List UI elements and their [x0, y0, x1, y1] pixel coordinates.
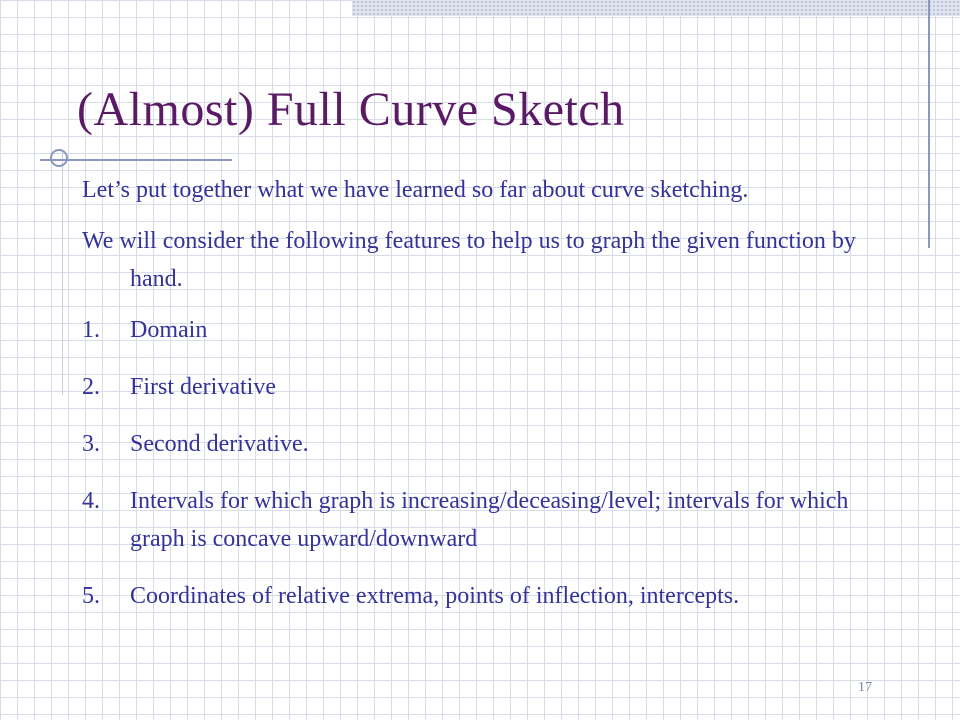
- list-item-number: 2.: [82, 374, 100, 400]
- list-item-text: Coordinates of relative extrema, points of inflection, intercepts.: [130, 583, 740, 609]
- slide-body: [82, 171, 872, 634]
- decorative-top-band: [352, 0, 960, 16]
- list-item-number: 5.: [82, 583, 100, 609]
- list-item-text: First derivative: [130, 374, 276, 400]
- list-item: [82, 482, 872, 558]
- list-item-text: Intervals for which graph is increasing/deceasing/level; intervals for which graph is concave upward/downward: [130, 488, 849, 552]
- list-item-text: Domain: [130, 317, 208, 343]
- decorative-left-rule: [62, 150, 63, 395]
- decorative-horizontal-rule: [40, 159, 232, 161]
- list-item-text: Second derivative.: [130, 431, 309, 457]
- features-paragraph: We will consider the following features to help us to graph the given function by hand.: [82, 228, 856, 292]
- decorative-vertical-rule: [928, 0, 930, 248]
- list-item-number: 3.: [82, 431, 100, 457]
- slide-title: (Almost) Full Curve Sketch: [77, 83, 625, 136]
- page-number: 17: [858, 680, 872, 695]
- decorative-ring-icon: [50, 149, 68, 167]
- list-item-number: 4.: [82, 488, 100, 514]
- list-item: [82, 425, 872, 463]
- list-item: [82, 577, 872, 615]
- intro-paragraph: Let’s put together what we have learned so far about curve sketching.: [82, 177, 749, 203]
- list-item-number: 1.: [82, 317, 100, 343]
- list-item: [82, 368, 872, 406]
- list-item: [82, 311, 872, 349]
- feature-list: [82, 311, 872, 615]
